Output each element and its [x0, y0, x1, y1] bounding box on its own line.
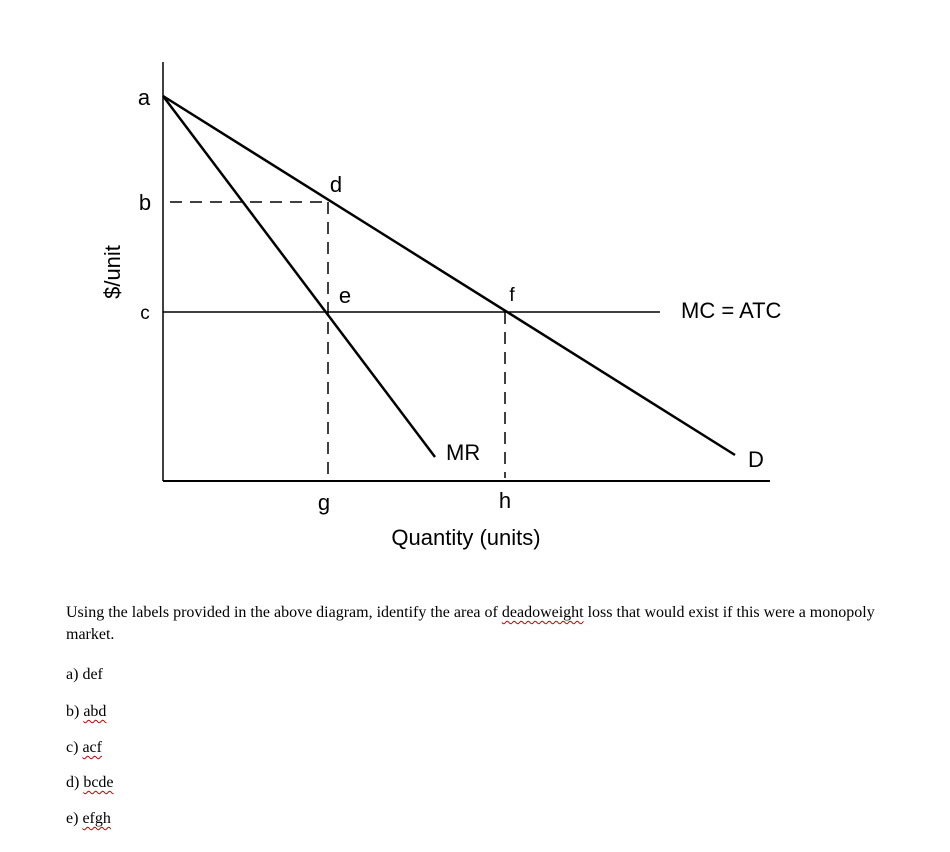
question-text: Using the labels provided in the above diagram, identify the area of deadoweight loss that would exist if this were a monopoly market.: [66, 604, 875, 643]
mr-curve: [163, 96, 435, 457]
label-a: a: [137, 85, 151, 110]
option-b[interactable]: b) abd: [66, 703, 107, 720]
option-d-answer: bcde: [83, 774, 114, 791]
option-d[interactable]: d) bcde: [66, 774, 114, 791]
option-c-answer: acf: [82, 739, 102, 756]
mr-label: MR: [446, 440, 481, 465]
label-e: e: [338, 283, 352, 308]
x-axis-title: Quantity (units): [391, 525, 541, 550]
option-c[interactable]: c) acf: [66, 739, 102, 756]
spellcheck-word: deadoweight: [501, 604, 584, 621]
label-g: g: [317, 490, 331, 515]
demand-curve: [163, 96, 735, 455]
label-d: d: [329, 172, 343, 197]
option-e-answer: efgh: [82, 810, 111, 827]
label-h: h: [498, 488, 512, 513]
option-a[interactable]: a) def: [66, 666, 103, 683]
option-a-answer: def: [82, 666, 103, 683]
label-b: b: [138, 190, 152, 215]
label-f: f: [509, 285, 515, 306]
mc-atc-label: MC = ATC: [681, 298, 782, 323]
demand-label: D: [748, 447, 764, 472]
label-c: c: [140, 303, 150, 324]
y-axis-title: $/unit: [100, 245, 125, 299]
option-e[interactable]: e) efgh: [66, 810, 111, 827]
option-b-answer: abd: [83, 703, 107, 720]
